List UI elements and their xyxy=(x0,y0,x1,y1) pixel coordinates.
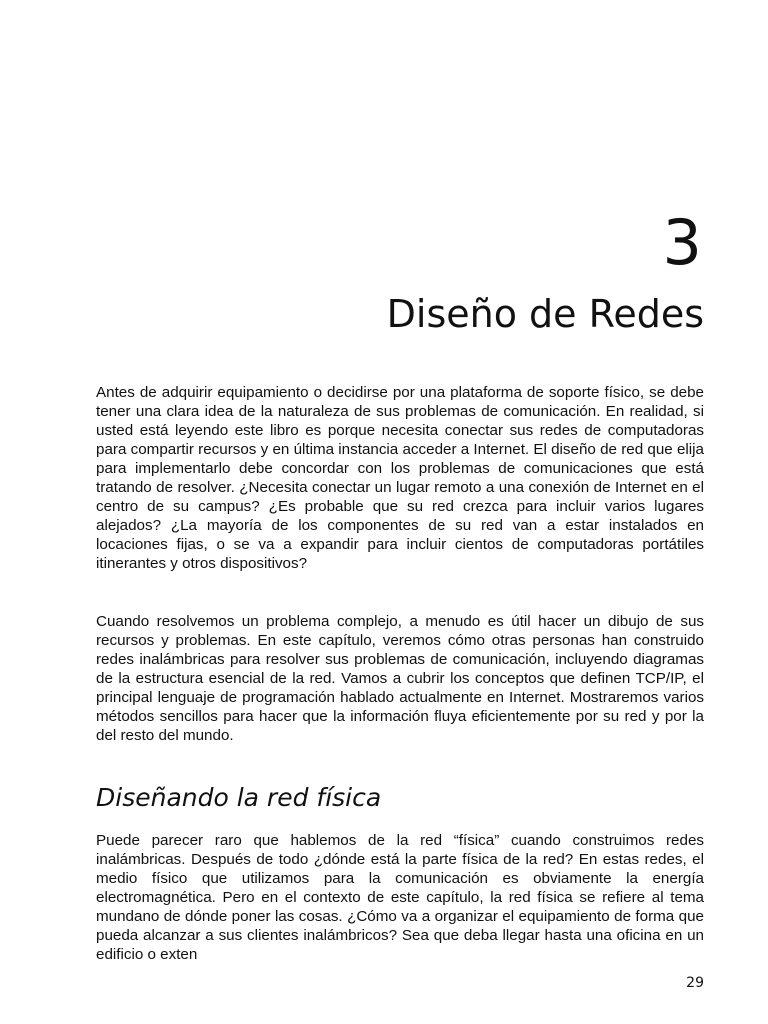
chapter-number: 3 xyxy=(662,206,702,279)
intro-paragraph-1: Antes de adquirir equipamiento o decidirse por una plataforma de soporte físico, se debe tener una clara idea de la naturaleza de sus problemas de comunicación. En realidad, si usted está leyendo este libro es porque necesita conectar sus redes de computadoras para compartir recursos y en última instancia acceder a Internet. El diseño de red que elija para implementarlo debe concordar con los problemas de comunicaciones que está tratando de resolver. ¿Necesita conectar un lugar remoto a una conexión de Internet en el centro de su campus? ¿Es probable que su red crezca para incluir varios lugares alejados? ¿La mayoría de los componentes de su red van a estar instalados en locaciones fijas, o se va a expandir para incluir cientos de computadoras portátiles itinerantes y otros dispositivos? xyxy=(96,384,704,572)
intro-paragraph-2: Cuando resolvemos un problema complejo, a menudo es útil hacer un dibujo de sus recursos y problemas. En este capítulo, veremos cómo otras personas han construido redes inalámbricas para resolver sus problemas de comunicación, incluyendo diagramas de la estructura esencial de la red. Vamos a cubrir los conceptos que definen TCP/IP, el principal lenguaje de programación hablado actualmente en Internet. Mostraremos varios métodos sencillos para hacer que la información fluya eficientemente por su red y por la del resto del mundo. xyxy=(96,613,704,744)
chapter-title: Diseño de Redes xyxy=(386,292,704,336)
page-number: 29 xyxy=(686,975,704,991)
section-paragraph: Puede parecer raro que hablemos de la red “física” cuando construimos redes inalámbricas. Después de todo ¿dónde está la parte física de la red? En estas redes, el medio físico que utilizamos para la comunicación es obviamente la energía electromagnética. Pero en el contexto de este capítulo, la red física se refiere al tema mundano de dónde poner las cosas. ¿Cómo va a organizar el equipamiento de forma que pueda alcanzar a sus clientes inalámbricos? Sea que deba llegar hasta una oficina en un edificio o exten xyxy=(96,832,704,963)
section-heading: Diseñando la red física xyxy=(96,783,382,812)
